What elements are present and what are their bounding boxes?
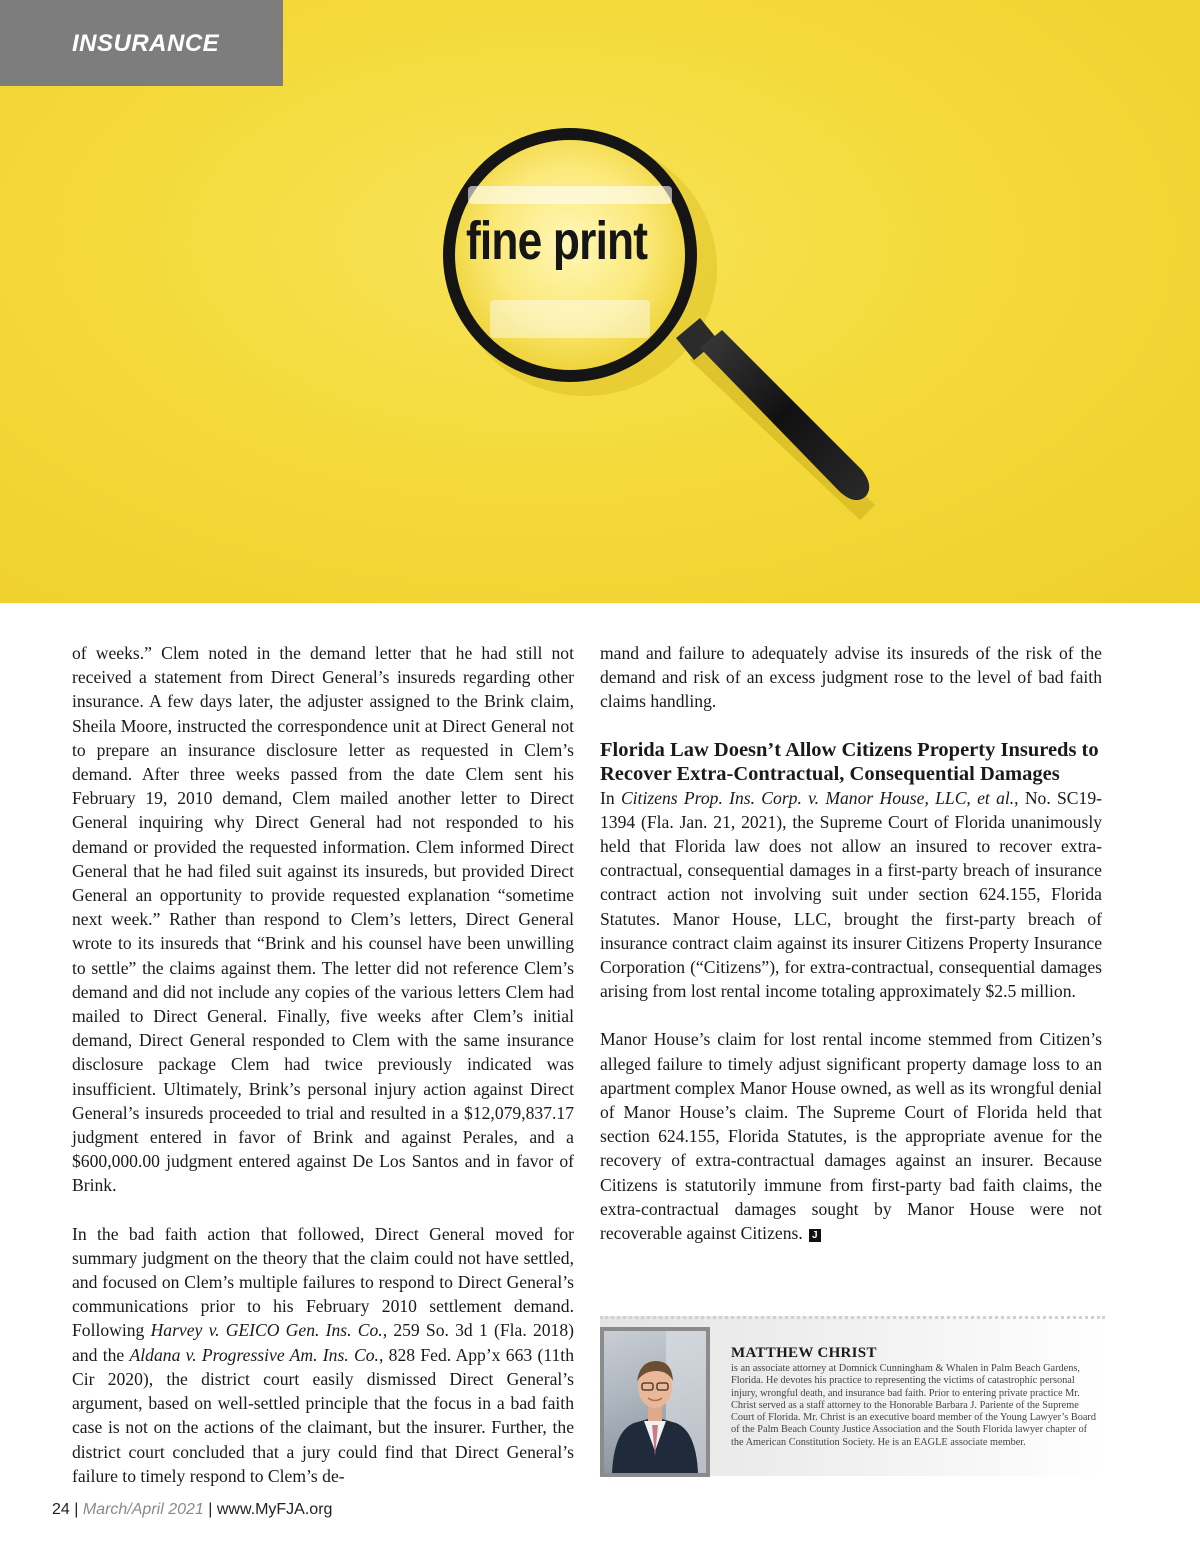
website-link[interactable]: www.MyFJA.org <box>216 1501 333 1518</box>
author-box <box>600 1316 1105 1476</box>
magnifying-glass-icon <box>0 0 1200 603</box>
paragraph: mand and failure to adequately advise its insureds of the risk of the demand and risk of an excess judgment rose to the level of bad faith claims handling. <box>600 643 1102 712</box>
section-label: INSURANCE <box>72 30 220 57</box>
lens-text: fine print <box>466 211 648 271</box>
case-citation: Harvey v. GEICO Gen. Ins. Co. <box>150 1320 383 1341</box>
paragraph: of weeks.” Clem noted in the demand letter that he had still not received a statement from Direct General’s insureds regarding other insurance. A few days later, the adjuster assigned to the Brink claim, Sheila Moore, instructed the correspondence unit at Direct General not to prepare an insurance disclosure letter as requested in Clem’s demand. After three weeks passed from the date Clem sent his February 19, 2010 demand, Clem mailed another letter to Direct General inquiring why Direct General had not responded to his demand or provided the requested information. Clem informed Direct General that he had filed suit against its insureds, but provided Direct General an opportunity to provide requested explanation “sometime next week.” Rather than respond to Clem’s letters, Direct General wrote to its insureds that “Brink and his counsel have been unwilling to settle” the claims against them. The letter did not reference Clem’s demand and did not include any copies of the various letters Clem had mailed to Direct General. Finally, five weeks after Clem’s initial demand, Direct General responded to Clem with the same insurance disclosure package Clem had twice previously indicated was insufficient. Ultimately, Brink’s personal injury action against Direct General’s insureds proceeded to trial and resulted in a $12,079,837.17 judgment entered in favor of Brink and against Perales, and a $600,000.00 judgment entered against De Los Santos and in favor of Brink. <box>72 643 574 1196</box>
case-citation: Citizens Prop. Ins. Corp. v. Manor House, LLC, et al. <box>620 787 1015 808</box>
end-mark-icon: J <box>809 1229 821 1242</box>
author-photo <box>600 1327 710 1477</box>
left-column <box>72 641 574 1488</box>
section-heading: Florida Law Doesn’t Allow Citizens Property Insureds to Recover Extra-Contractual, Consequential Damages <box>600 738 1099 785</box>
page-footer: 24 | March/April 2021 | www.MyFJA.org <box>52 1501 333 1518</box>
section-tab <box>0 0 283 86</box>
right-column <box>600 641 1102 1245</box>
hero-image <box>0 0 1200 603</box>
author-name: MATTHEW CHRIST <box>731 1345 877 1361</box>
paragraph: In the bad faith action that followed, Direct General moved for summary judgment on the theory that the claim could not have settled, and focused on Clem’s multiple failures to respond to Direct General’s communications prior to his February 2010 settlement demand. Following Harvey v. GEICO Gen. Ins. Co., 259 So. 3d 1 (Fla. 2018) and the Aldana v. Progressive Am. Ins. Co., 828 Fed. App’x 663 (11th Cir 2020), the district court easily dismissed Direct General’s argument, based on well-settled principle that the focus in a bad faith case is not on the actions of the claimant, but the insurer. Further, the district court concluded that a jury could find that Direct General’s failure to timely respond to Clem’s de- <box>72 1223 574 1486</box>
paragraph: In Citizens Prop. Ins. Corp. v. Manor House, LLC, et al., No. SC19-1394 (Fla. Jan. 21, 2021), the Supreme Court of Florida unanimously held that Florida law does not allow an insured to recover extra-contractual, consequential damages in a first-party breach of insurance contract action not involving suit under section 624.155, Florida Statutes. Manor House, LLC, brought the first-party breach of insurance contract claim against its insurer Citizens Property Insurance Corporation (“Citizens”), for extra-contractual, consequential damages arising from lost rental income totaling approximately $2.5 million. <box>600 787 1102 1002</box>
person-icon <box>604 1331 706 1473</box>
issue-date: March/April 2021 <box>82 1501 204 1518</box>
page-number: 24 <box>52 1501 70 1518</box>
author-bio: is an associate attorney at Domnick Cunningham & Whalen in Palm Beach Gardens, Florida. He devotes his practice to representing the victims of catastrophic personal injury, wrongful death, and insurance bad faith. Prior to entering private practice Mr. Christ served as a staff attorney to the Honorable Barbara J. Pariente of the Supreme Court of Florida. Mr. Christ is an executive board member of the Young Lawyer’s Board of the Palm Beach County Justice Association and the South Florida lawyer chapter of the American Constitution Society. He is an EAGLE associate member. <box>731 1363 1097 1448</box>
paragraph: Manor House’s claim for lost rental income stemmed from Citizen’s alleged failure to timely adjust significant property damage loss to an apartment complex Manor House owned, as well as its wrongful denial of Manor House’s claim. The Supreme Court of Florida held that section 624.155, Florida Statutes, is the appropriate avenue for the recovery of extra-contractual damages against an insurer. Because Citizens is statutorily immune from first-party bad faith claims, the extra-contractual damages sought by Manor House were not recoverable against Citizens. J <box>600 1029 1102 1244</box>
case-citation: Aldana v. Progressive Am. Ins. Co. <box>129 1344 379 1365</box>
